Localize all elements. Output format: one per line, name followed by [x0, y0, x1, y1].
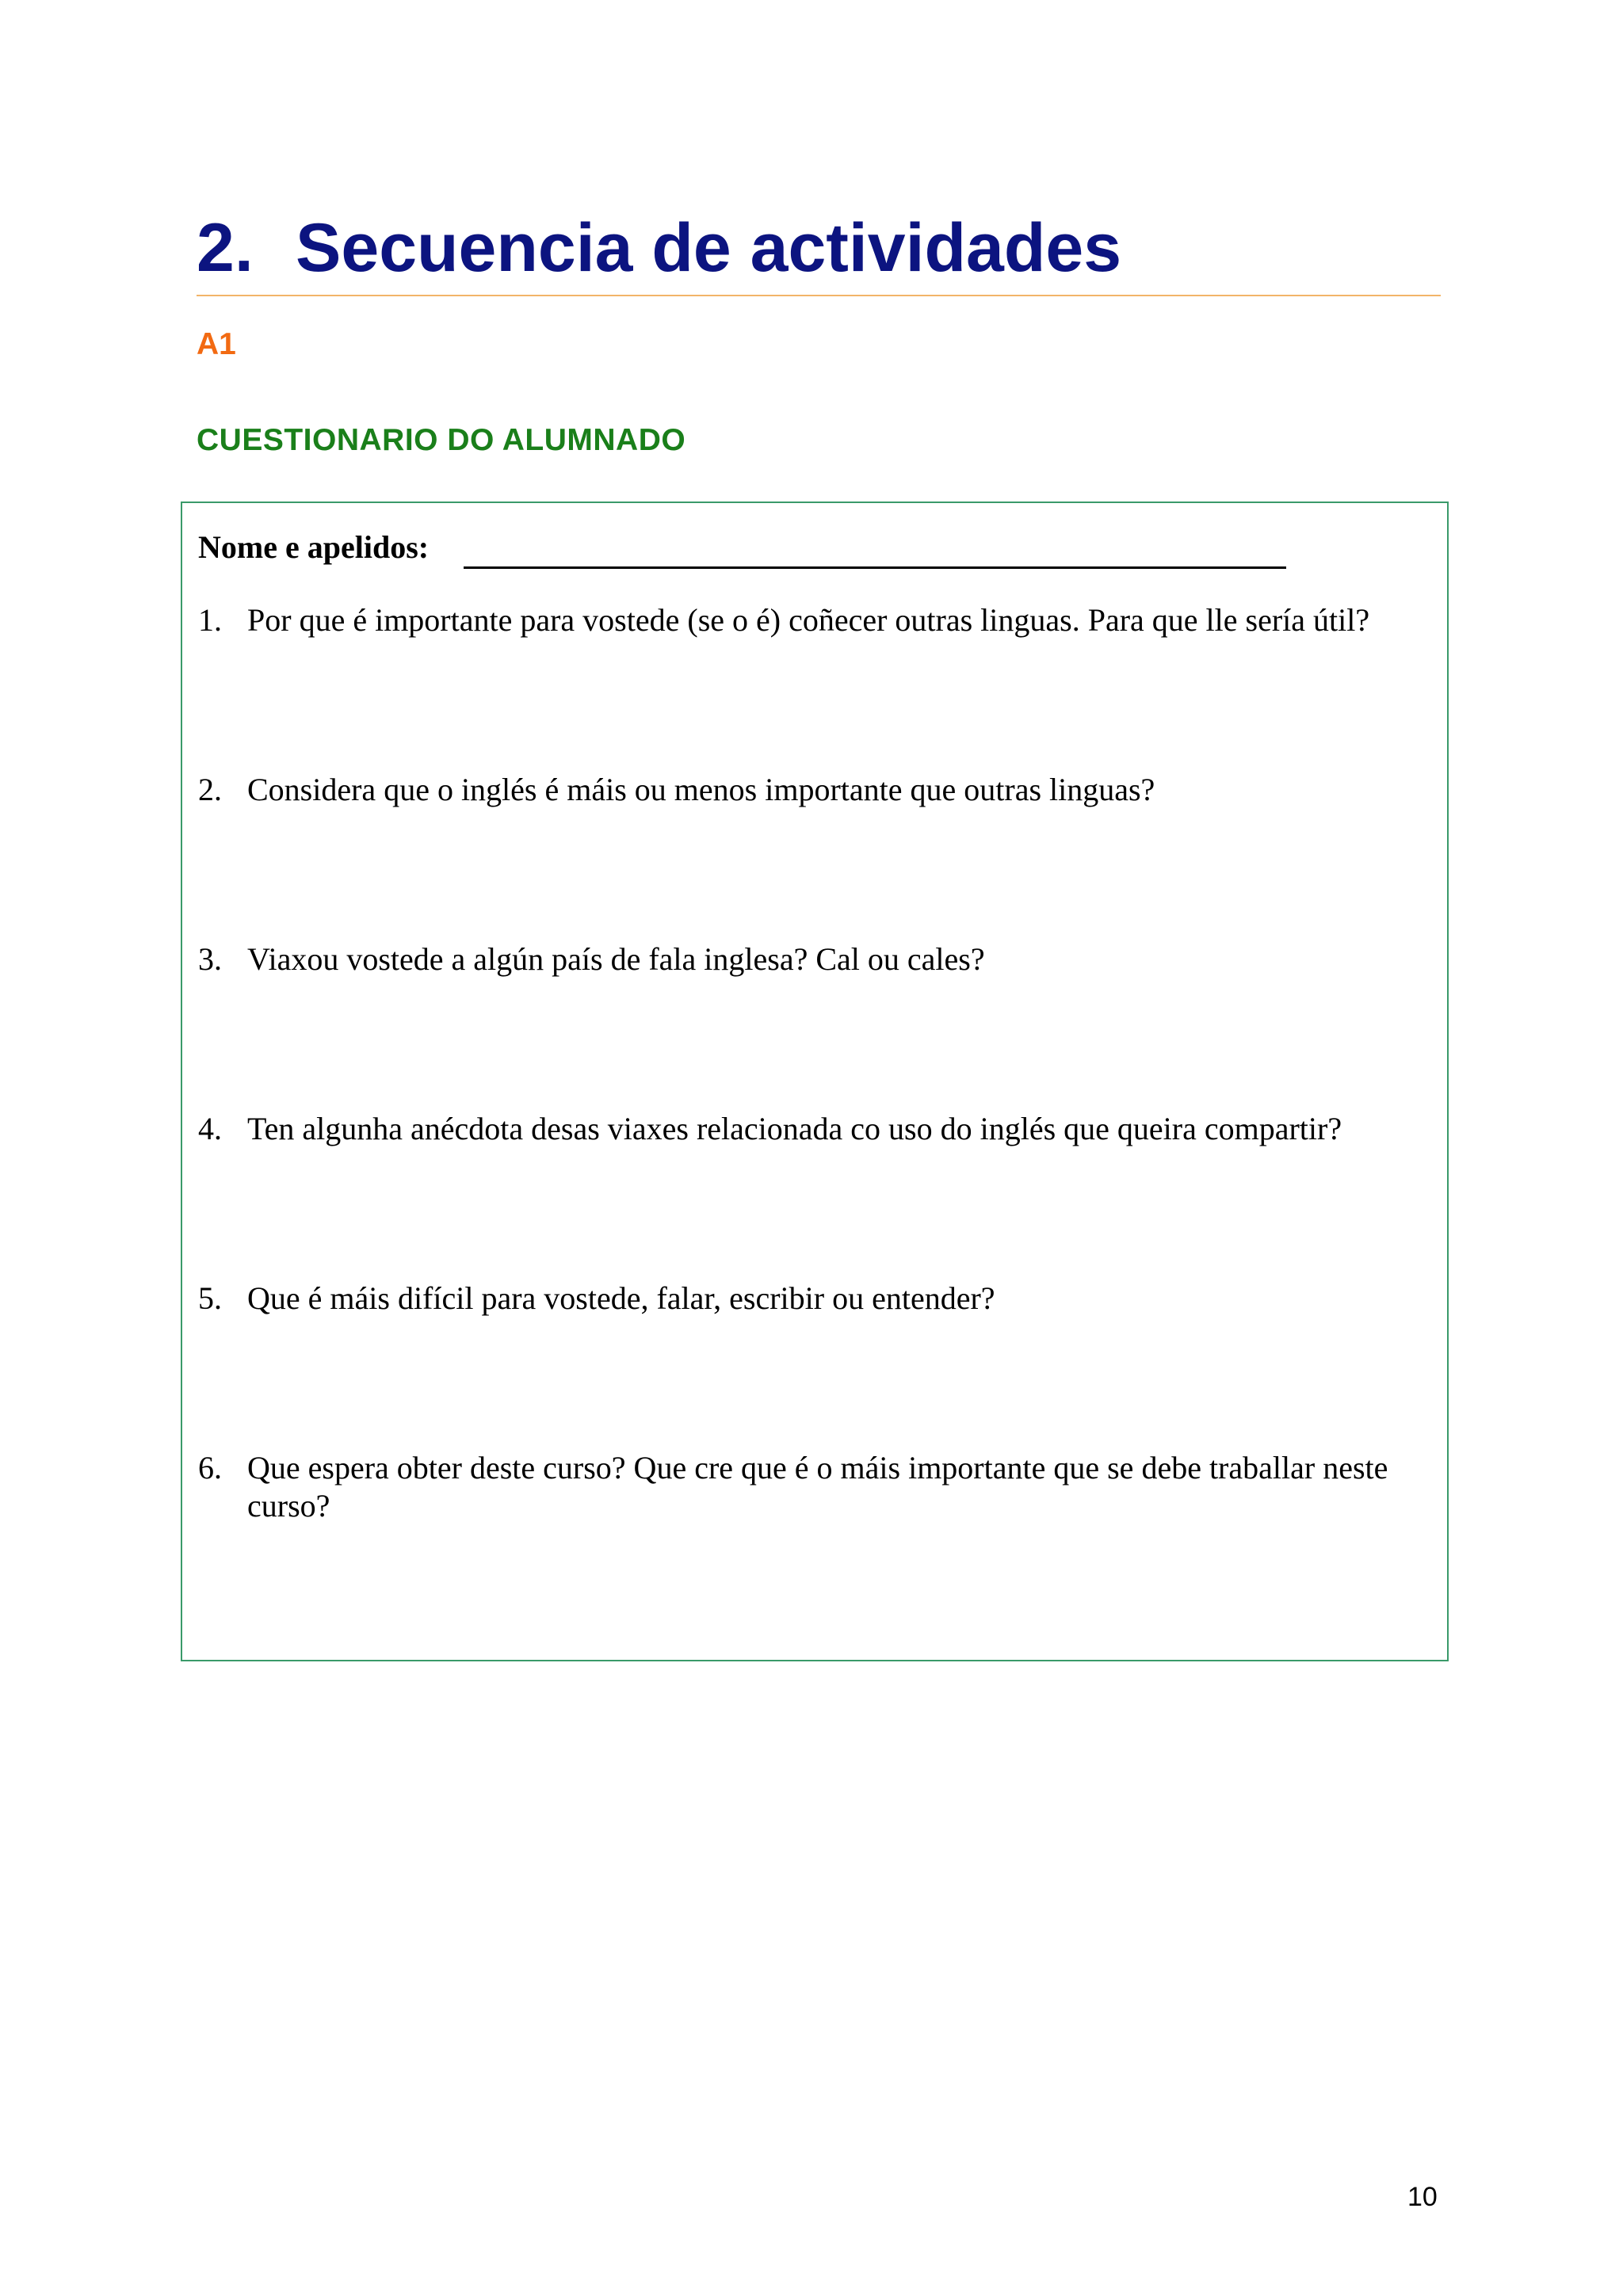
question-text: Que espera obter deste curso? Que cre que é o máis importante que se debe traballar neste curso?	[247, 1450, 1388, 1524]
section-number: 2.	[197, 210, 254, 286]
question-number: 6.	[198, 1450, 222, 1486]
question-item	[198, 771, 1434, 809]
questionnaire-subtitle: CUESTIONARIO DO ALUMNADO	[197, 423, 686, 457]
question-text: Que é máis difícil para vostede, falar, escribir ou entender?	[247, 1280, 995, 1316]
activity-code: A1	[197, 327, 236, 361]
question-text: Ten algunha anécdota desas viaxes relacionada co uso do inglés que queira compartir?	[247, 1111, 1342, 1146]
question-text: Considera que o inglés é máis ou menos importante que outras linguas?	[247, 772, 1155, 807]
question-number: 5.	[198, 1280, 222, 1316]
question-item	[198, 1280, 1434, 1318]
question-number: 4.	[198, 1111, 222, 1146]
question-number: 1.	[198, 602, 222, 638]
question-text: Viaxou vostede a algún país de fala inglesa? Cal ou cales?	[247, 941, 985, 977]
page-number: 10	[1407, 2182, 1438, 2212]
section-title-text: Secuencia de actividades	[296, 210, 1122, 286]
title-divider	[197, 295, 1441, 296]
question-number: 2.	[198, 772, 222, 807]
question-item	[198, 940, 1434, 978]
name-label: Nome e apelidos:	[198, 529, 430, 565]
question-item	[198, 601, 1434, 639]
name-fill-line	[464, 566, 1286, 569]
questionnaire-box	[181, 502, 1449, 1661]
question-number: 3.	[198, 941, 222, 977]
question-text: Por que é importante para vostede (se o é) coñecer outras linguas. Para que lle sería útil?	[247, 602, 1370, 638]
question-item	[198, 1449, 1434, 1525]
question-item	[198, 1110, 1434, 1148]
section-title	[197, 210, 1441, 286]
